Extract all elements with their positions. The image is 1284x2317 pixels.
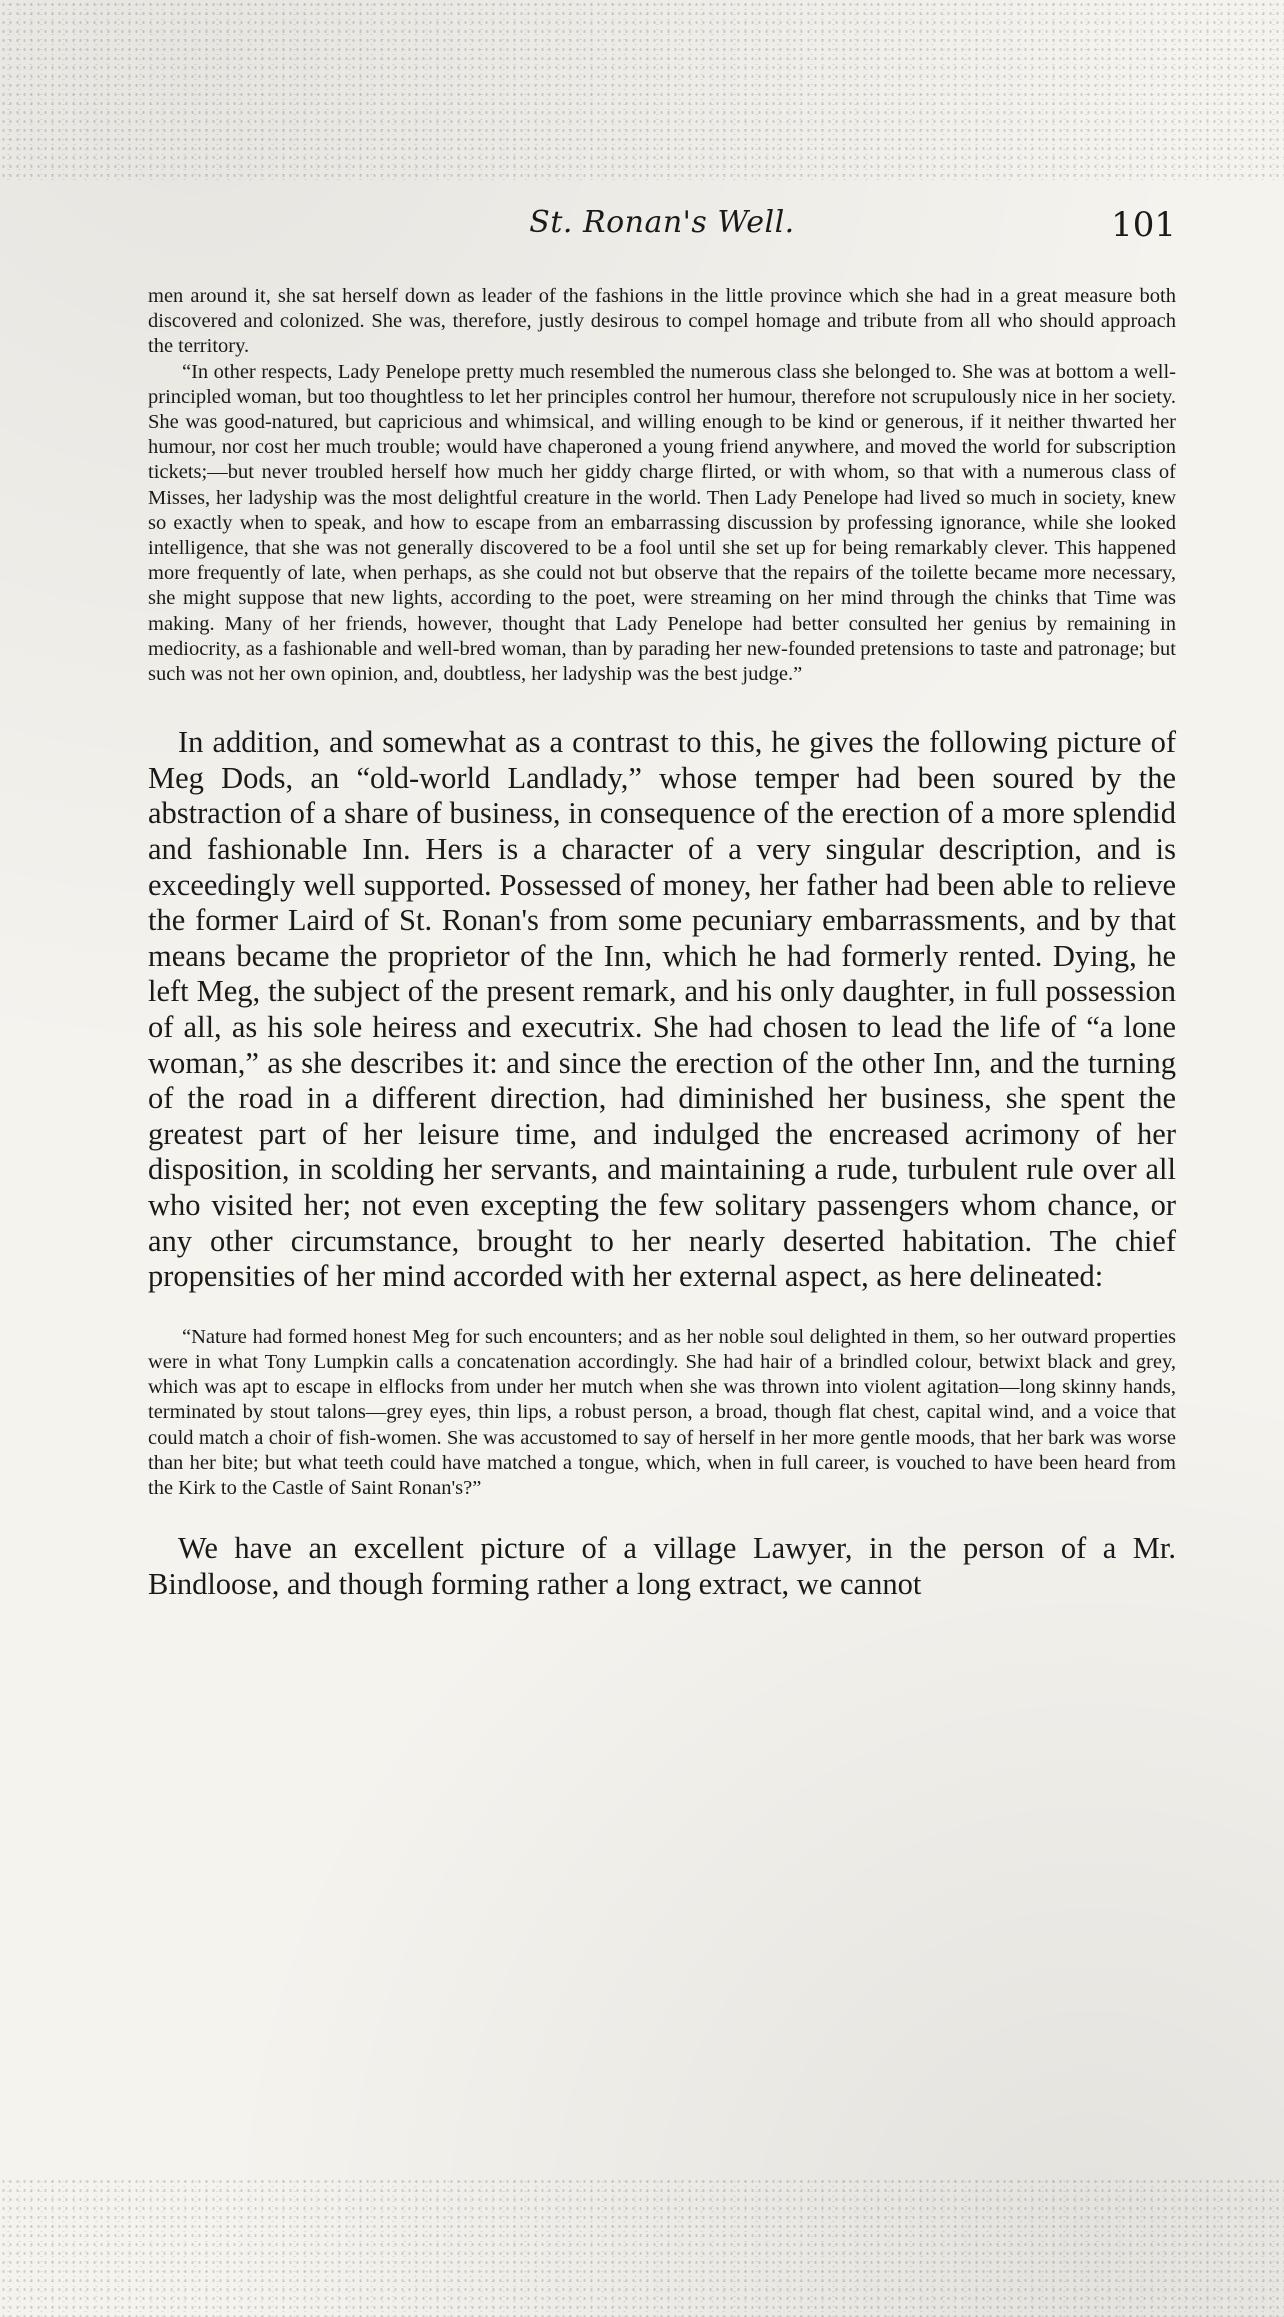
body-paragraph-bindloose <box>148 1531 1176 1602</box>
running-title: St. Ronan's Well. <box>529 205 795 240</box>
block-quote-meg-dods <box>148 1325 1176 1501</box>
quote-paragraph: “Nature had formed honest Meg for such encounters; and as her noble soul delighted in them, so her outward properties were in what Tony Lumpkin calls a concatenation accordingly. She had hair of a brindled colour, betwixt black and grey, which was apt to escape in elflocks from under her mutch when she was thrown into violent agitation—long skinny hands, terminated by stout talons—grey eyes, thin lips, a robust person, a broad, though flat chest, capital wind, and a voice that could match a choir of fish-women. She was accustomed to say of herself in her more gentle moods, that her bark was worse than her bite; but what teeth could have matched a tongue, which, when in full career, is vouched to have been heard from the Kirk to the Castle of Saint Ronan's?” <box>148 1325 1176 1499</box>
body-paragraph: In addition, and somewhat as a contrast to this, he gives the following picture of Meg Dods, an “old-world Landlady,” whose temper had been soured by the abstraction of a share of business, in consequence of the erection of a more splendid and fashionable Inn. Hers is a character of a very singular description, and is exceedingly well supported. Possessed of money, her father had been able to relieve the former Laird of St. Ronan's from some pecuniary embarrassments, and by that means became the proprietor of the Inn, which he had formerly rented. Dying, he left Meg, the subject of the present remark, and his only daughter, in full possession of all, as his sole heiress and executrix. She had chosen to lead the life of “a lone woman,” as she describes it: and since the erection of the other Inn, and the turning of the road in a different direction, had diminished her business, she spent the greatest part of her leisure time, and indulged the encreased acrimony of her disposition, in scolding her servants, and maintaining a rude, turbulent rule over all who visited her; not even excepting the few solitary passengers whom chance, or any other circumstance, brought to her nearly deserted habitation. The chief propensities of her mind accorded with her external aspect, as here delineated: <box>148 725 1176 1294</box>
page-header <box>148 205 1176 253</box>
body-paragraph-meg-dods <box>148 725 1176 1295</box>
print-speckle-bottom <box>0 2177 1284 2317</box>
print-speckle-top <box>0 0 1284 180</box>
block-quote-lady-penelope <box>148 284 1176 687</box>
quote-paragraph: “In other respects, Lady Penelope pretty much resembled the numerous class she belonged to. She was at bottom a well-principled woman, but too thoughtless to let her principles control her humour, therefore not scrupulously nice in her society. She was good-natured, but capricious and whimsical, and willing enough to be kind or generous, if it neither thwarted her humour, nor cost her much trouble; would have chaperoned a young friend anywhere, and moved the world for subscription tickets;—but never troubled herself how much her giddy charge flirted, or with whom, so that with a numerous class of Misses, her ladyship was the most delightful creature in the world. Then Lady Penelope had lived so much in society, knew so exactly when to speak, and how to escape from an embarrassing discussion by professing ignorance, while she looked intelligence, that she was not generally discovered to be a fool until she set up for being remarkably clever. This happened more frequently of late, when perhaps, as she could not but observe that the repairs of the toilette became more necessary, she might suppose that new lights, according to the poet, were streaming on her mind through the chinks that Time was making. Many of her friends, however, thought that Lady Penelope had better consulted her genius by remaining in mediocrity, as a fashionable and well-bred woman, than by parading her new-founded pretensions to taste and patronage; but such was not her own opinion, and, doubtless, her ladyship was the best judge.” <box>148 360 1176 686</box>
quote-paragraph: men around it, she sat herself down as leader of the fashions in the little province which she had in a great measure both discovered and colonized. She was, therefore, justly desirous to compel homage and tribute from all who should approach the territory. <box>148 285 1176 358</box>
body-paragraph: We have an excellent picture of a village Lawyer, in the person of a Mr. Bindloose, and though forming rather a long extract, we cannot <box>148 1531 1176 1601</box>
page-content <box>148 284 1176 1602</box>
page-number: 101 <box>1111 205 1176 245</box>
